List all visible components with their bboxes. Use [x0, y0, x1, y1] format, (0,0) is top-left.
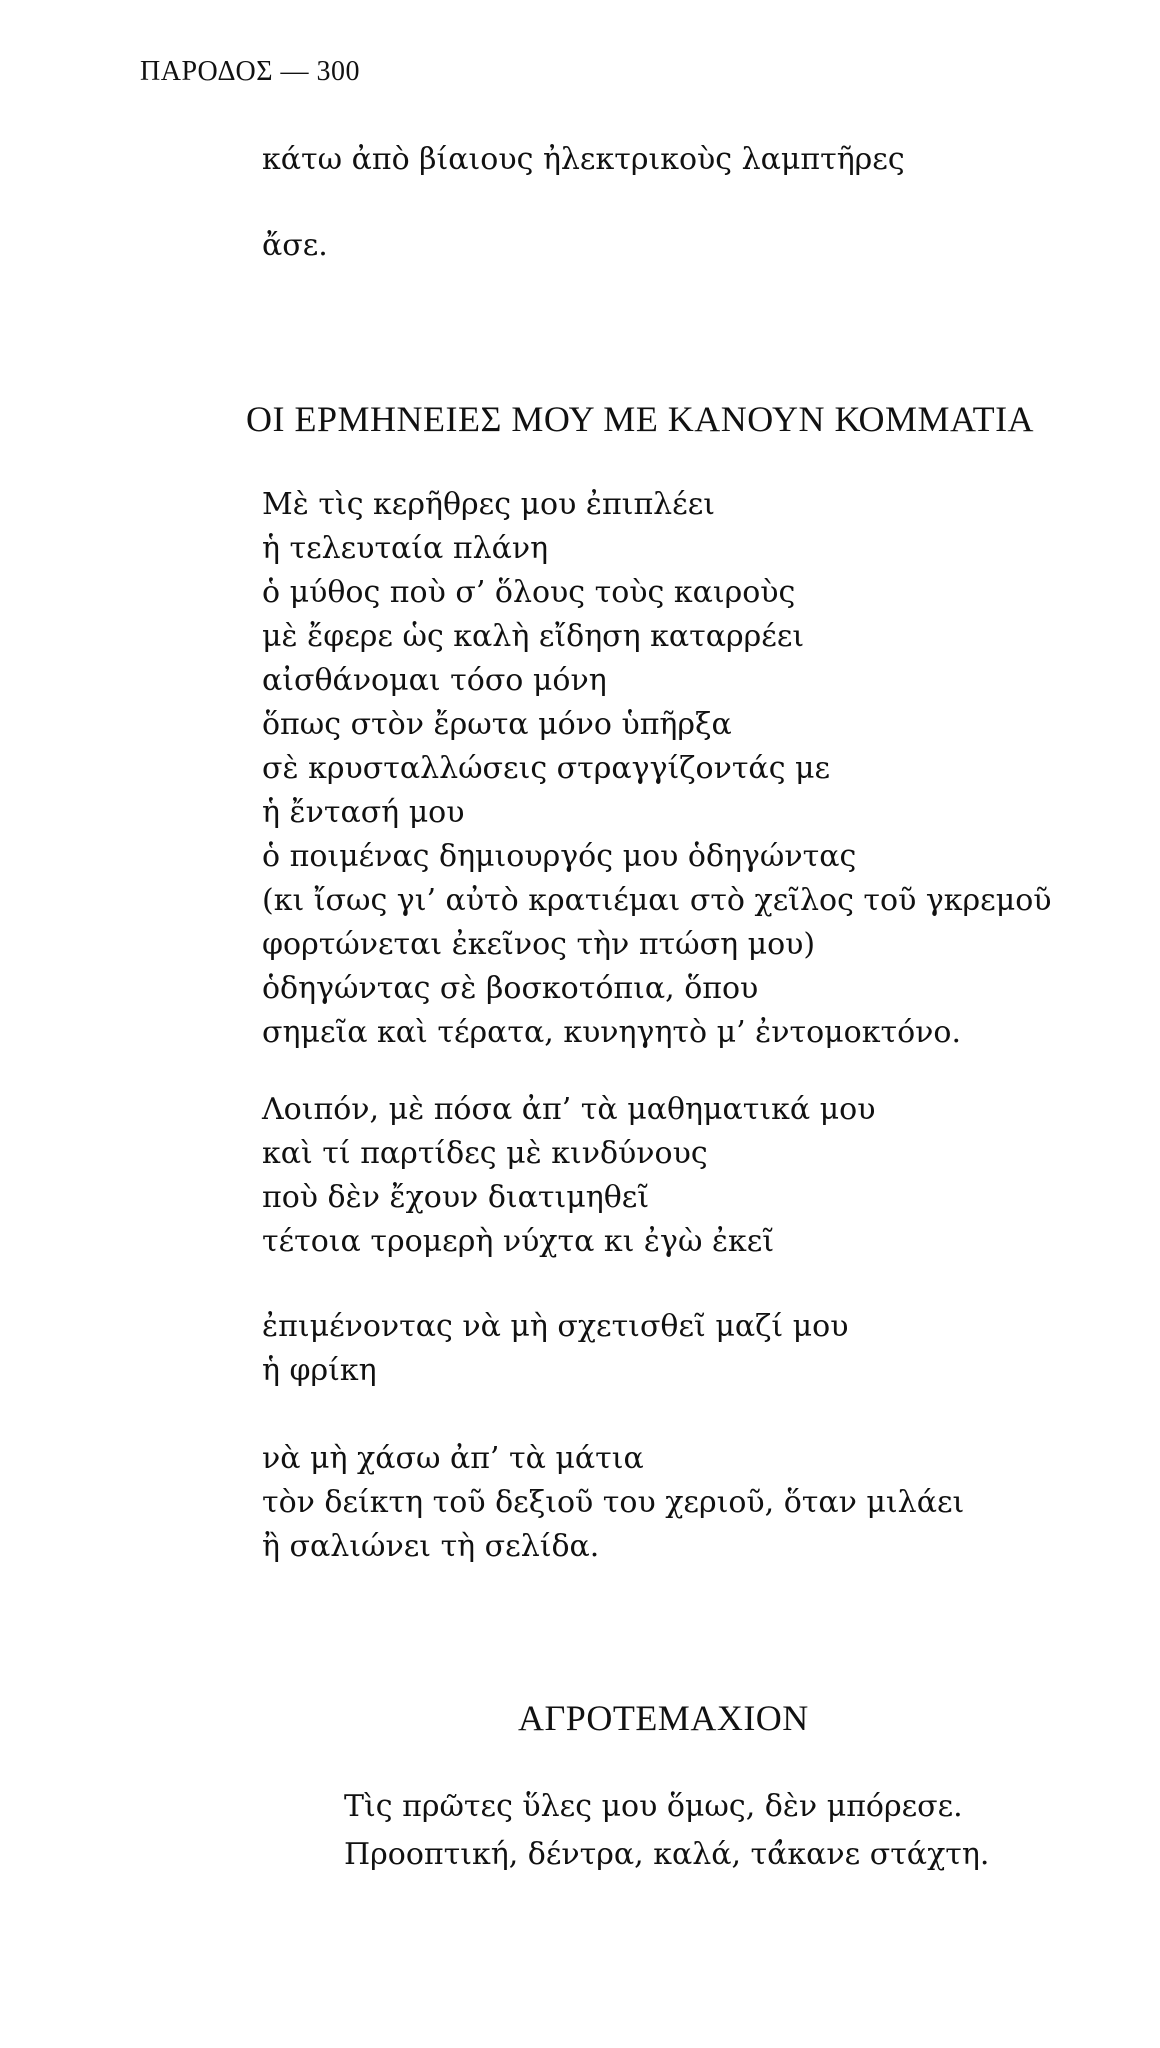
stanza — [344, 1783, 989, 1879]
poem-title: ΟΙ ΕΡΜΗΝΕΙΕΣ ΜΟΥ ΜΕ ΚΑΝΟΥΝ ΚΟΜΜΑΤΙΑ — [246, 399, 1035, 439]
stanza — [262, 1437, 964, 1569]
verse-line: ἡ ἔντασή μου — [262, 795, 465, 830]
stanza — [262, 483, 1052, 1055]
verse-line: ἡ τελευταία πλάνη — [262, 531, 549, 566]
verse-line: καὶ τί παρτίδες μὲ κινδύνους — [262, 1136, 708, 1171]
running-header: ΠΑΡΟΔΟΣ — 300 — [140, 56, 361, 87]
stanza — [262, 1088, 875, 1264]
verse-line: σημεῖα καὶ τέρατα, κυνηγητὸ μ’ ἐντομοκτόνο. — [262, 1015, 961, 1050]
verse-line: ἡ φρίκη — [262, 1353, 377, 1388]
verse-line: ἐπιμένοντας νὰ μὴ σχετισθεῖ μαζί μου — [262, 1309, 849, 1344]
verse-line: ὁ μύθος ποὺ σ’ ὅλους τοὺς καιροὺς — [262, 575, 796, 610]
verse-line: αἰσθάνομαι τόσο μόνη — [262, 663, 607, 698]
poem-title: ΑΓΡΟΤΕΜΑΧΙΟΝ — [518, 1698, 809, 1738]
verse-line: ὁδηγώντας σὲ βοσκοτόπια, ὅπου — [262, 971, 759, 1006]
verse-line: φορτώνεται ἐκεῖνος τὴν πτώση μου) — [262, 927, 816, 962]
verse-line: κάτω ἀπὸ βίαιους ἠλεκτρικοὺς λαμπτῆρες — [262, 142, 905, 177]
verse-line: ἄσε. — [262, 228, 328, 263]
verse-line: ὁ ποιμένας δημιουργός μου ὁδηγώντας — [262, 839, 857, 874]
verse-line: τέτοια τρομερὴ νύχτα κι ἐγὼ ἐκεῖ — [262, 1224, 775, 1259]
verse-line: Προοπτική, δέντρα, καλά, τά̓κανε στάχτη. — [344, 1837, 990, 1872]
verse-line: μὲ ἔφερε ὡς καλὴ εἴδηση καταρρέει — [262, 619, 805, 654]
verse-line: σὲ κρυσταλλώσεις στραγγίζοντάς με — [262, 751, 831, 786]
verse-line: ἢ σαλιώνει τὴ σελίδα. — [262, 1529, 600, 1564]
verse-line: ὅπως στὸν ἔρωτα μόνο ὑπῆρξα — [262, 707, 732, 742]
continued-fragment — [262, 138, 905, 310]
verse-line: (κι ἴσως γι’ αὐτὸ κρατιέμαι στὸ χεῖλος τοῦ γκρεμοῦ — [262, 883, 1052, 918]
verse-line: Μὲ τὶς κερῆθρες μου ἐπιπλέει — [262, 487, 716, 522]
verse-line: τὸν δείκτη τοῦ δεξιοῦ του χεριοῦ, ὅταν μιλάει — [262, 1485, 965, 1520]
verse-line: Τὶς πρῶτες ὕλες μου ὅμως, δὲν μπόρεσε. — [344, 1789, 963, 1824]
verse-line: νὰ μὴ χάσω ἀπ’ τὰ μάτια — [262, 1441, 644, 1476]
verse-line: ποὺ δὲν ἔχουν διατιμηθεῖ — [262, 1180, 650, 1215]
verse-line: Λοιπόν, μὲ πόσα ἀπ’ τὰ μαθηματικά μου — [262, 1092, 876, 1127]
stanza — [262, 1305, 848, 1393]
